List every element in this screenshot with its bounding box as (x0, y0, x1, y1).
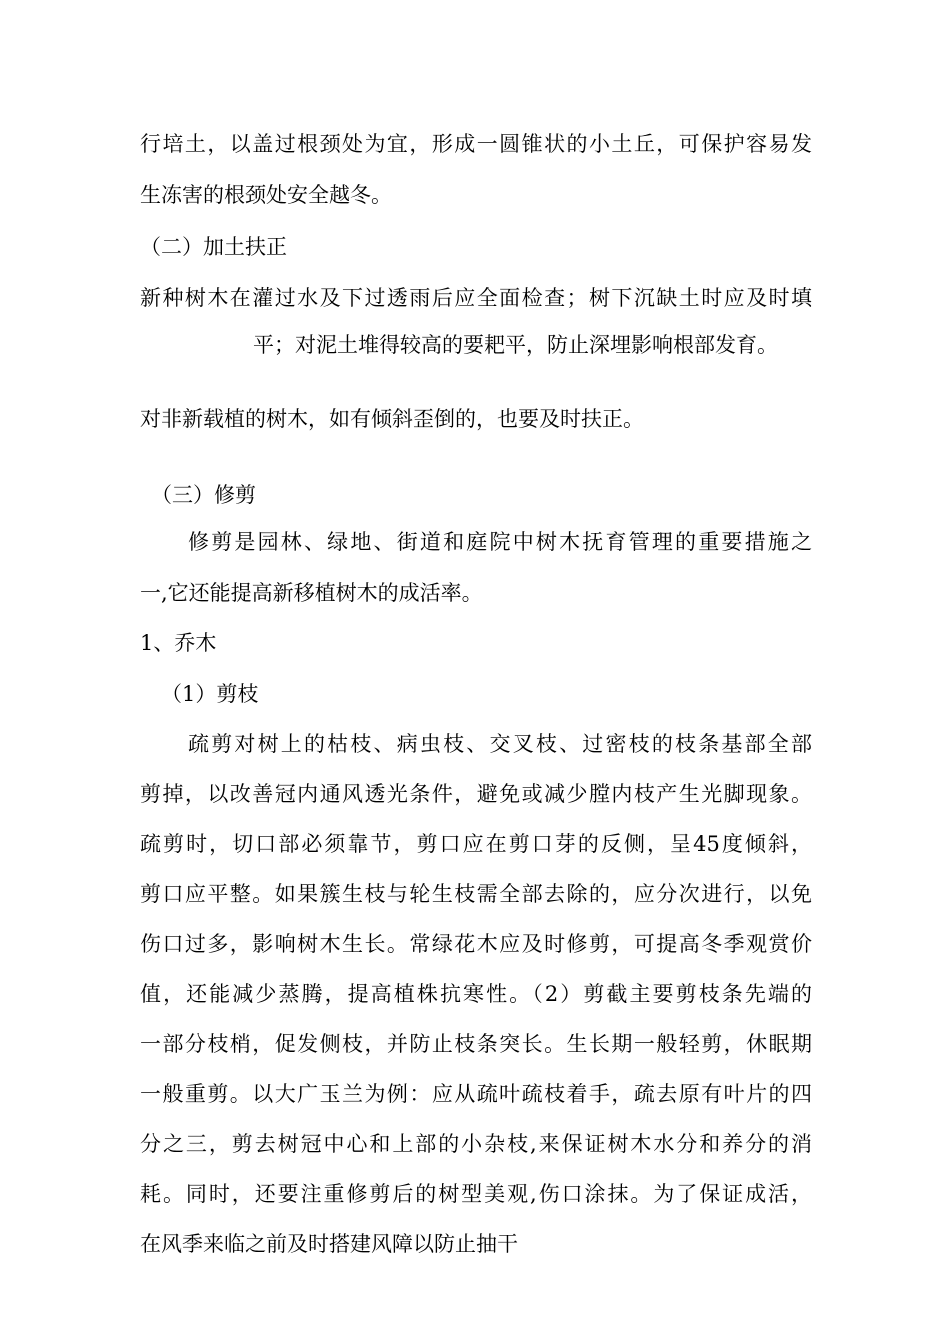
paragraph-line: 伤口过多，影响树木生长。常绿花木应及时修剪，可提高冬季观赏价 (140, 932, 812, 956)
paragraph-line: 平；对泥土堆得较高的要耙平，防止深埋影响根部发育。 (253, 333, 778, 357)
paragraph-line: 一,它还能提高新移植树木的成活率。 (140, 581, 483, 605)
paragraph-line: 新种树木在灌过水及下过透雨后应全面检查；树下沉缺土时应及时填 (140, 286, 812, 310)
subsection-heading: （1）剪枝 (161, 682, 259, 706)
paragraph-line: 分之三，剪去树冠中心和上部的小杂枝,来保证树木水分和养分的消 (140, 1132, 812, 1156)
paragraph-line: 行培土，以盖过根颈处为宜，形成一圆锥状的小土丘，可保护容易发 (140, 132, 812, 156)
section-heading: （二）加土扶正 (140, 235, 287, 259)
paragraph-line: 一部分枝梢，促发侧枝，并防止枝条突长。生长期一般轻剪，休眠期 (140, 1032, 812, 1056)
paragraph-line: 生冻害的根颈处安全越冬。 (140, 183, 392, 207)
paragraph-line: 一般重剪。以大广玉兰为例：应从疏叶疏枝着手，疏去原有叶片的四 (140, 1082, 812, 1106)
section-heading: （三）修剪 (151, 483, 256, 507)
paragraph-line: 疏剪时，切口部必须靠节，剪口应在剪口芽的反侧，呈45度倾斜， (140, 832, 812, 856)
paragraph-line: 剪掉，以改善冠内通风透光条件，避免或减少膛内枝产生光脚现象。 (140, 782, 812, 806)
paragraph-line: 疏剪对树上的枯枝、病虫枝、交叉枝、过密枝的枝条基部全部 (188, 732, 812, 756)
paragraph-line: 值，还能减少蒸腾，提高植株抗寒性。（2）剪截主要剪枝条先端的 (140, 982, 812, 1006)
paragraph-line: 对非新载植的树木，如有倾斜歪倒的，也要及时扶正。 (140, 407, 644, 431)
subsection-heading: 1、乔木 (140, 631, 217, 655)
paragraph-line: 在风季来临之前及时搭建风障以防止抽干 (140, 1232, 518, 1256)
paragraph-line: 剪口应平整。如果簇生枝与轮生枝需全部去除的，应分次进行，以免 (140, 882, 812, 906)
paragraph-line: 耗。同时，还要注重修剪后的树型美观,伤口涂抹。为了保证成活， (140, 1182, 812, 1206)
paragraph-line: 修剪是园林、绿地、街道和庭院中树木抚育管理的重要措施之 (188, 530, 812, 554)
